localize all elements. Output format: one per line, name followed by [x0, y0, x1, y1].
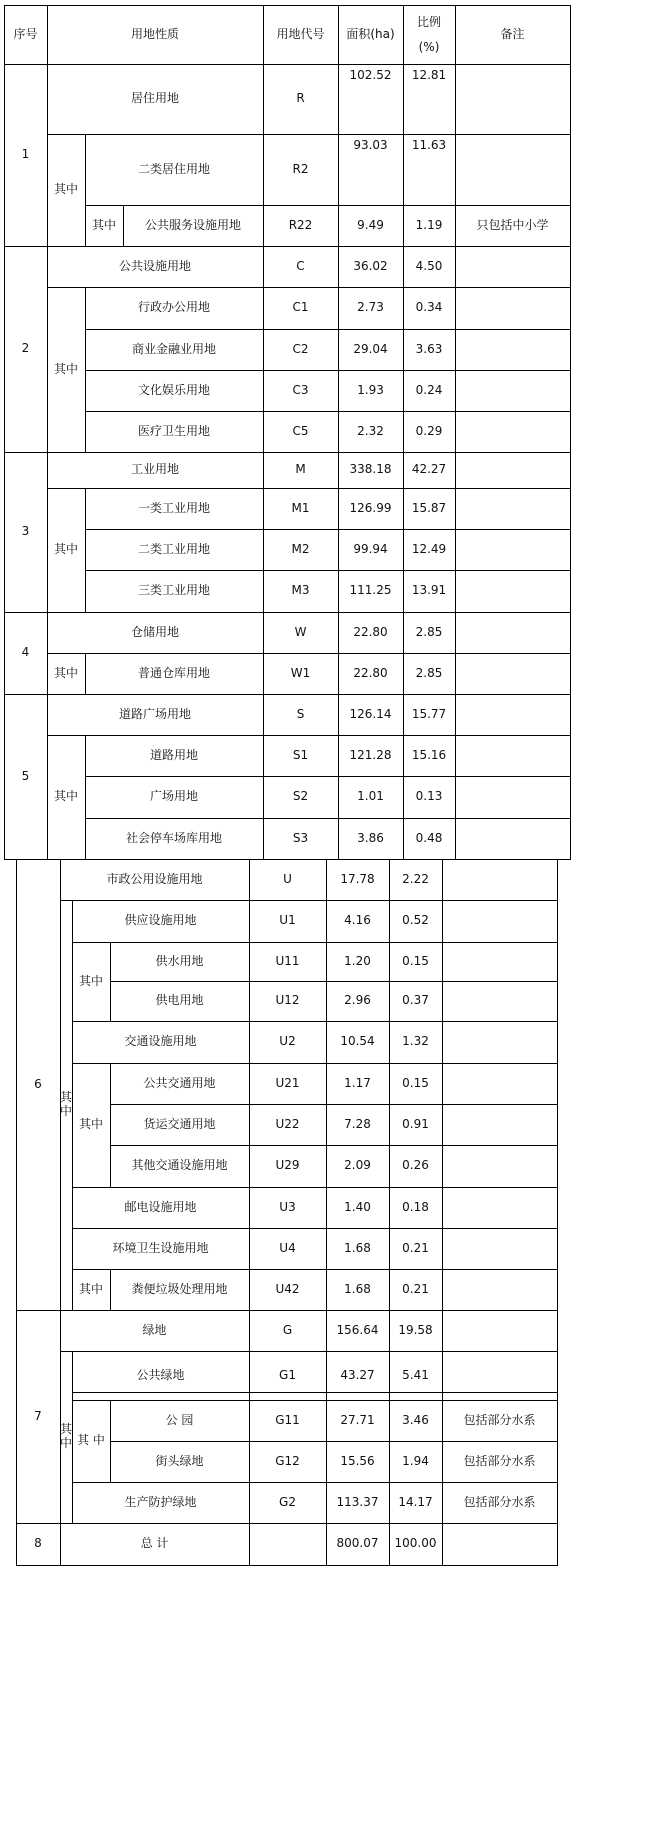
table-rule: [570, 329, 571, 371]
table-rule: [557, 1482, 558, 1524]
table-rule: [557, 1441, 558, 1483]
table-rule: [557, 1063, 558, 1105]
row-code: C1: [292, 300, 309, 315]
table-rule: [557, 981, 558, 1022]
table-rule: [570, 205, 571, 247]
row-code: M2: [291, 541, 310, 556]
table-rule: [570, 818, 571, 860]
table-rule: [570, 370, 571, 412]
qizhong-label: 其中: [53, 789, 78, 804]
row-note: [442, 1269, 557, 1310]
row-area: 2.96: [344, 993, 371, 1008]
row-name: 三类工业用地: [137, 583, 210, 598]
row-note: [442, 981, 557, 1021]
header-nature: 用地性质: [130, 26, 179, 41]
row-note: [455, 570, 570, 612]
row-note: [455, 818, 570, 859]
row-area: 2.32: [357, 423, 384, 438]
row-area: 9.49: [357, 217, 384, 232]
header-note: 备注: [500, 26, 525, 41]
row-ratio: 5.41: [402, 1367, 429, 1382]
qizhong-label: 其中: [91, 217, 116, 232]
group-number: 4: [21, 645, 30, 660]
row-note: [455, 694, 570, 735]
row-note: [442, 1523, 557, 1565]
row-note: [455, 452, 570, 488]
row-ratio: 0.52: [402, 913, 429, 928]
row-area: 1.68: [344, 1281, 371, 1296]
row-area: 156.64: [336, 1322, 379, 1337]
row-area: 1.93: [357, 382, 384, 397]
row-note: [455, 612, 570, 653]
row-note: [442, 942, 557, 981]
row-area: 99.94: [353, 541, 388, 556]
row-name: 交通设施用地: [124, 1034, 197, 1049]
table-rule: [570, 653, 571, 695]
row-code: C: [296, 258, 305, 273]
row-code: M3: [291, 583, 310, 598]
group-number: 7: [34, 1408, 42, 1423]
row-name: 总 计: [140, 1536, 169, 1551]
row-area: 17.78: [340, 871, 375, 886]
table-rule: [72, 1021, 111, 1022]
table-rule: [85, 488, 86, 613]
table-rule: [557, 1145, 558, 1188]
row-area: 22.80: [353, 665, 388, 680]
row-code: G11: [275, 1412, 300, 1427]
qizhong-label: 其中: [78, 1117, 103, 1132]
row-area: 126.99: [349, 500, 392, 515]
table-rule: [110, 1269, 111, 1311]
row-note: [455, 529, 570, 570]
row-area: 15.56: [340, 1453, 375, 1468]
table-rule: [557, 1021, 558, 1064]
row-name: 二类居住用地: [137, 161, 210, 176]
row-ratio: 14.17: [398, 1494, 433, 1509]
qizhong-label: 其中: [78, 973, 103, 988]
row-name: 一类工业用地: [137, 500, 210, 515]
row-name: 街头绿地: [155, 1453, 204, 1468]
table-rule: [570, 5, 571, 65]
table-rule: [16, 1565, 61, 1566]
row-area: 10.54: [340, 1034, 375, 1049]
row-area: 93.03: [353, 138, 388, 152]
row-ratio: 0.37: [402, 993, 429, 1008]
row-ratio: 2.85: [415, 624, 443, 639]
row-note: [442, 1063, 557, 1104]
table-rule: [557, 900, 558, 943]
row-ratio: 1.19: [415, 217, 443, 232]
row-name: 广场用地: [149, 789, 198, 804]
row-note: [442, 1228, 557, 1269]
table-rule: [47, 694, 86, 695]
row-note: [455, 488, 570, 529]
row-area: 338.18: [349, 462, 392, 477]
row-note: [455, 653, 570, 694]
table-rule: [72, 1187, 111, 1188]
table-rule: [557, 942, 558, 982]
table-rule: [110, 1063, 111, 1188]
row-area: 3.86: [357, 830, 384, 845]
row-ratio: 0.24: [415, 382, 443, 397]
row-ratio: 0.21: [402, 1281, 429, 1296]
row-name: 供电用地: [155, 993, 204, 1008]
row-area: 126.14: [349, 706, 392, 721]
row-note: [455, 287, 570, 329]
row-code: U21: [275, 1075, 300, 1090]
row-area: 1.01: [357, 789, 384, 804]
table-rule: [570, 570, 571, 613]
row-ratio: 0.18: [402, 1199, 429, 1214]
row-name: 公共绿地: [136, 1367, 185, 1382]
row-ratio: 0.29: [415, 423, 443, 438]
table-rule: [557, 1523, 558, 1566]
row-ratio: 2.85: [415, 665, 443, 680]
table-rule: [570, 694, 571, 736]
row-name: 道路广场用地: [118, 706, 191, 721]
row-code: W1: [290, 665, 311, 680]
row-note: [442, 859, 557, 900]
row-code: S1: [292, 747, 309, 762]
row-area: 4.16: [344, 913, 371, 928]
row-code: U3: [279, 1199, 296, 1214]
table-rule: [570, 246, 571, 288]
row-code: W: [294, 624, 307, 639]
row-code: S3: [292, 830, 309, 845]
row-ratio: 12.81: [411, 68, 447, 82]
table-rule: [570, 452, 571, 489]
row-ratio: 0.48: [415, 830, 443, 845]
table-rule: [110, 1400, 111, 1483]
row-name: 公共服务设施用地: [144, 217, 241, 232]
table-rule: [47, 452, 86, 453]
row-ratio: 1.32: [402, 1034, 429, 1049]
row-note: [455, 64, 570, 134]
row-area: 800.07: [336, 1536, 379, 1551]
row-area: 113.37: [336, 1494, 379, 1509]
row-name: 生产防护绿地: [124, 1494, 197, 1509]
row-code: G12: [275, 1453, 300, 1468]
table-rule: [570, 735, 571, 777]
row-code: S2: [292, 789, 309, 804]
row-code: U22: [275, 1116, 300, 1131]
row-name: 二类工业用地: [137, 541, 210, 556]
row-area: 111.25: [349, 583, 392, 598]
row-note: [442, 1104, 557, 1145]
row-name: 公共交通用地: [143, 1075, 216, 1090]
row-note: [455, 776, 570, 818]
table-rule: [557, 1351, 558, 1401]
row-note: [455, 411, 570, 452]
row-code: R2: [292, 161, 309, 176]
row-area: 2.73: [357, 300, 384, 315]
row-code: G1: [279, 1367, 296, 1382]
table-rule: [85, 246, 124, 247]
row-ratio: 1.94: [402, 1453, 429, 1468]
table-rule: [570, 411, 571, 453]
qizhong-label: 其中: [53, 361, 78, 376]
row-ratio: 0.15: [402, 1075, 429, 1090]
row-ratio: 3.46: [402, 1412, 429, 1427]
row-name: 普通仓库用地: [137, 665, 210, 680]
row-area: 29.04: [353, 341, 388, 356]
row-area: 1.17: [344, 1075, 371, 1090]
table-rule: [557, 1104, 558, 1146]
header-no: 序号: [13, 26, 38, 41]
row-ratio: 12.49: [411, 541, 447, 556]
row-name: 工业用地: [130, 462, 179, 477]
table-rule: [85, 735, 86, 860]
row-note: [442, 1310, 557, 1351]
row-code: U2: [279, 1034, 296, 1049]
row-code: U12: [275, 993, 300, 1008]
row-code: R22: [288, 217, 313, 232]
table-rule: [72, 1392, 558, 1393]
row-ratio: 100.00: [394, 1536, 437, 1551]
group-number: 8: [34, 1536, 42, 1551]
row-ratio: 0.15: [402, 953, 429, 968]
table-rule: [557, 1228, 558, 1270]
row-code: S: [296, 706, 305, 721]
group-number: 6: [34, 1076, 42, 1091]
row-code: U: [283, 871, 292, 886]
row-ratio: 19.58: [398, 1322, 433, 1337]
row-code: U4: [279, 1240, 296, 1255]
row-code: G: [282, 1322, 293, 1337]
row-note: [455, 370, 570, 411]
row-name: 道路用地: [149, 747, 198, 762]
table-rule: [570, 64, 571, 135]
qizhong-label: 其中: [59, 1422, 72, 1450]
qizhong-label: 其中: [59, 1090, 72, 1118]
row-name: 文化娱乐用地: [137, 382, 210, 397]
table-rule: [110, 942, 111, 1022]
row-code: C2: [292, 341, 309, 356]
row-code: U42: [275, 1281, 300, 1296]
row-name: 医疗卫生用地: [137, 423, 210, 438]
row-name: 邮电设施用地: [124, 1199, 197, 1214]
row-area: 2.09: [344, 1158, 371, 1173]
table-rule: [72, 1310, 111, 1311]
qizhong-label: 其中: [53, 542, 78, 557]
row-code: R: [296, 91, 305, 106]
table-rule: [557, 1310, 558, 1352]
header-code: 用地代号: [276, 26, 325, 41]
row-note: [442, 1021, 557, 1063]
row-note: [442, 1187, 557, 1228]
qizhong-label: 其 中: [77, 1433, 105, 1448]
qizhong-label: 其中: [78, 1281, 103, 1296]
row-name: 市政公用设施用地: [106, 871, 203, 886]
row-code: G2: [279, 1494, 296, 1509]
table-rule: [557, 1187, 558, 1229]
table-rule: [557, 859, 558, 901]
row-name: 环境卫生设施用地: [112, 1240, 209, 1255]
row-note: 包括部分水系: [463, 1453, 536, 1468]
row-ratio: 15.87: [411, 500, 447, 515]
row-name: 商业金融业用地: [131, 341, 216, 356]
row-ratio: 0.34: [415, 300, 443, 315]
table-rule: [557, 1400, 558, 1442]
row-ratio: 0.91: [402, 1116, 429, 1131]
row-area: 102.52: [349, 68, 392, 82]
row-ratio: 2.22: [402, 871, 429, 886]
row-note: [455, 735, 570, 776]
table-rule: [570, 134, 571, 206]
row-name: 供应设施用地: [124, 913, 197, 928]
row-name: 绿地: [142, 1322, 167, 1337]
table-rule: [570, 287, 571, 330]
row-code: C3: [292, 382, 309, 397]
group-number: 1: [21, 147, 30, 162]
group-number: 3: [21, 524, 30, 539]
header-ratio-unit: (%): [418, 39, 440, 54]
table-rule: [570, 529, 571, 571]
table-rule: [60, 1523, 61, 1566]
row-area: 27.71: [340, 1412, 375, 1427]
table-rule: [47, 246, 86, 247]
row-name: 居住用地: [130, 91, 179, 106]
qizhong-label: 其中: [53, 665, 78, 680]
row-code: M1: [291, 500, 310, 515]
row-ratio: 15.16: [411, 747, 447, 762]
qizhong-label: 其中: [53, 182, 78, 197]
table-rule: [60, 1565, 558, 1566]
row-ratio: 0.21: [402, 1240, 429, 1255]
row-name: 供水用地: [155, 953, 204, 968]
row-name: 社会停车场库用地: [125, 830, 222, 845]
table-rule: [72, 1482, 111, 1483]
row-area: 36.02: [353, 258, 388, 273]
row-name: 仓储用地: [130, 624, 179, 639]
row-ratio: 3.63: [415, 341, 443, 356]
row-ratio: 0.13: [415, 789, 443, 804]
row-name: 货运交通用地: [143, 1116, 216, 1131]
row-name: 行政办公用地: [137, 300, 210, 315]
table-rule: [570, 612, 571, 654]
table-rule: [123, 205, 124, 247]
row-area: 121.28: [349, 747, 392, 762]
row-note: [442, 1145, 557, 1187]
row-area: 1.20: [344, 953, 371, 968]
table-rule: [570, 488, 571, 530]
row-area: 7.28: [344, 1116, 371, 1131]
row-note: 包括部分水系: [463, 1412, 536, 1427]
group-number: 2: [21, 341, 30, 356]
row-name: 公共设施用地: [118, 258, 191, 273]
row-ratio: 0.26: [402, 1158, 429, 1173]
row-name: 粪便垃圾处理用地: [131, 1281, 228, 1296]
row-note: [442, 900, 557, 942]
table-rule: [85, 653, 86, 695]
table-rule: [570, 776, 571, 819]
row-code: [249, 1523, 326, 1565]
row-ratio: 42.27: [411, 462, 447, 477]
row-area: 1.68: [344, 1240, 371, 1255]
row-code: U1: [279, 913, 296, 928]
table-rule: [85, 287, 86, 453]
row-name: 其他交通设施用地: [131, 1158, 228, 1173]
header-area: 面积(ha): [346, 26, 395, 41]
row-ratio: 13.91: [411, 583, 447, 598]
header-ratio: 比例: [416, 15, 441, 30]
row-ratio: 11.63: [411, 138, 447, 152]
row-area: 1.40: [344, 1199, 371, 1214]
row-note: [455, 246, 570, 287]
row-ratio: 4.50: [415, 258, 443, 273]
row-area: 22.80: [353, 624, 388, 639]
row-note: 包括部分水系: [463, 1494, 536, 1509]
row-note: [455, 329, 570, 370]
row-code: M: [295, 462, 306, 477]
row-code: U29: [275, 1158, 300, 1173]
row-area: 43.27: [340, 1367, 375, 1382]
row-note: 只包括中小学: [476, 217, 549, 232]
row-name: 公 园: [165, 1412, 194, 1427]
row-code: U11: [275, 953, 300, 968]
table-rule: [557, 1269, 558, 1311]
row-ratio: 15.77: [411, 706, 447, 721]
row-code: C5: [292, 423, 309, 438]
group-number: 5: [21, 768, 30, 783]
row-note: [455, 134, 570, 205]
table-rule: [47, 612, 86, 613]
